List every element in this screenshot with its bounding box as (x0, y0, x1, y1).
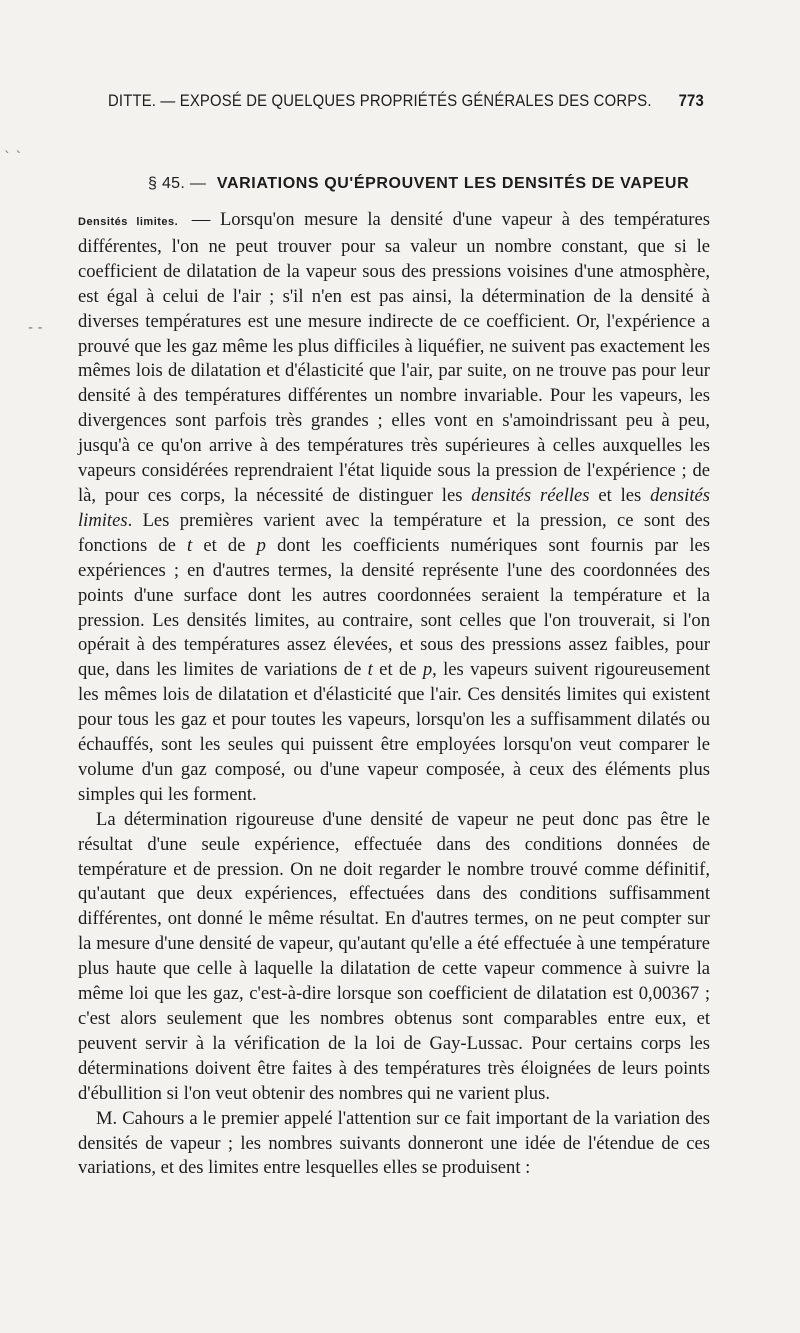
paragraph-cahours: M. Cahours a le premier appelé l'attention sur ce fait important de la variation des densités de vapeur ; les nombres suivants donneront une idée de l'étendue de ces variations, et des limites entre lesquelles elles se produisent : (78, 1107, 710, 1179)
text-run: et de (192, 534, 257, 556)
text-run: , les vapeurs suivent rigoureusement les mêmes lois de dilatation et d'élasticité que l'air. Ces densités limites qui existent pour tous les gaz et pour toutes les vapeurs, lorsqu'on les a suffisamment dilatés ou échauffés, sont les seules qui puissent être employées lorsqu'on veut comparer le volume d'un gaz composé, ou d'une vapeur composée, à ceux des éléments plus simples qui les forment. (78, 659, 711, 805)
section-number: § 45. — (148, 175, 207, 192)
math-variable: p (422, 659, 433, 681)
paragraph-determination: La détermination rigoureuse d'une densité de vapeur ne peut donc pas être le résultat d'une seule expérience, effectuée dans des conditions données de température et de pression. On ne doit regarder le nombre trouvé comme définitif, qu'autant que deux expériences, effectuées dans des conditions suffisamment différentes, ont donné le même résultat. En d'autres termes, on ne peut compter sur la mesure d'une densité de vapeur, qu'autant qu'elle a été effectuée à une température plus haute que celle à laquelle la dilatation de cette vapeur commence à suivre la même loi que les gaz, c'est-à-dire lorsque son coefficient de dilatation est 0,00367 ; c'est alors seulement que les nombres obtenus sont comparables entre eux, et peuvent servir à la vérification de la loi de Gay-Lussac. Pour certains corps les déterminations doivent être faites à des températures très éloignées de leurs points d'ébullition si l'on veut obtenir des nombres qui ne varient plus. (78, 808, 710, 1104)
math-variable: t (187, 534, 193, 556)
emphasis-term: densités limites (78, 484, 710, 531)
math-variable: t (367, 659, 373, 681)
running-head-title: DITTE. — EXPOSÉ DE QUELQUES PROPRIÉTÉS GÉNÉRALES DES CORPS. (108, 92, 652, 110)
section-title: VARIATIONS QU'ÉPROUVENT LES DENSITÉS DE VAPEUR (216, 175, 690, 192)
emphasis-term: densités réelles (471, 484, 590, 506)
text-run: . Les premières varient avec la température et la pression, ce sont des fonctions de (78, 509, 710, 556)
text-run: et les (589, 484, 651, 506)
paragraph-sidehead: Densités limites. (78, 216, 179, 228)
text-run: et de (372, 659, 423, 681)
body-text (78, 208, 710, 1181)
margin-speck: ` ` (4, 150, 23, 166)
text-run: — Lorsqu'on mesure la densité d'une vapeur à des températures différentes, l'on ne peut trouver pour sa valeur un nombre constant, que si le coefficient de dilatation de la vapeur sous des pressions voisines d'une atmosphère, est égal à celui de l'air ; s'il n'en est pas ainsi, la détermination de la densité à diverses températures est une mesure indirecte de ce coefficient. Or, l'expérience a prouvé que les gaz même les plus difficiles à liquéfier, ne suivent pas exactement les mêmes lois de dilatation et d'élasticité que l'air, par suite, on ne trouve pas pour leur densité à des températures différentes un nombre invariable. Pour les vapeurs, les divergences sont parfois très grandes ; elles vont en s'amoindrissant peu à peu, jusqu'à ce qu'on arrive à des températures très supérieures à celles auxquelles les vapeurs considérées reprendraient l'état liquide sous la pression de l'expérience ; de là, pour ces corps, la nécessité de distinguer les (78, 209, 710, 506)
running-head (108, 92, 704, 118)
margin-speck: - - (28, 320, 43, 336)
page-number: 773 (678, 92, 704, 110)
section-heading (148, 175, 689, 193)
paragraph-densites-limites (78, 208, 710, 808)
text-run: dont les coefficients numériques sont fournis par les expériences ; en d'autres termes, la densité représente l'une des coordonnées des points d'une surface dont les autres coordonnées seraient la température et la pression. Les densités limites, au contraire, sont celles que l'on trouverait, si l'on opérait à des températures assez élevées, et sous des pressions assez faibles, pour que, dans les limites de variations de (78, 534, 710, 681)
math-variable: p (256, 534, 266, 556)
